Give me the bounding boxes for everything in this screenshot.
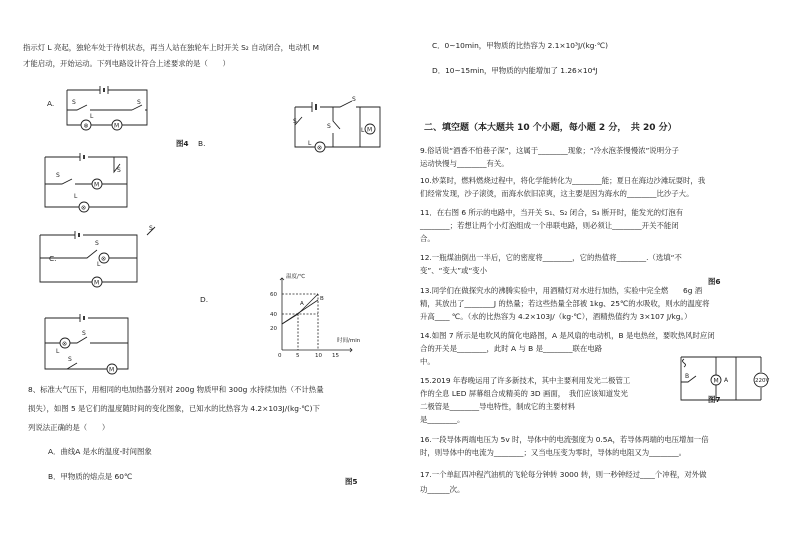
- q9-line-2: 运动快慢与________有关。: [420, 159, 509, 168]
- q13-line-3: 升高____ ℃。（水的比热容为 4.2×103J/（kg·℃），酒精热值约为 3×107 J/kg。）: [420, 312, 692, 321]
- option-a-label: A.: [47, 99, 55, 108]
- graph-tick-y20: 20: [270, 326, 277, 332]
- svg-text:L: L: [56, 348, 60, 355]
- q8-line-2: 损失），如图 5 是它们的温度随时间的变化图象，已知水的比热容为 4.2×103J/(kg·℃)下: [28, 404, 320, 413]
- svg-text:S: S: [117, 167, 121, 174]
- q8-option-b: B．甲物质的熔点是 60℃: [48, 472, 133, 481]
- fig4-label: 图4: [176, 139, 189, 148]
- q15-line-1: 15.2019 年春晚运用了许多新技术，其中主要利用发光二极管工: [420, 376, 631, 385]
- q17-line-2: 功______次。: [420, 485, 465, 494]
- graph-tick-y60: 60: [270, 292, 277, 298]
- q11-line-2: ________；若想让两个小灯泡组成一个串联电路，则必须让________开关不能闭: [420, 221, 679, 230]
- q8-line-1: 8、标准大气压下，用相同的电加热器分别对 200g 物质甲和 300g 水持续加热（不计热量: [28, 385, 324, 394]
- graph-tick-x15: 15: [332, 353, 339, 359]
- svg-text:M: M: [713, 377, 719, 385]
- svg-text:M: M: [109, 366, 115, 374]
- fig7-label: 图7: [708, 395, 721, 404]
- temperature-time-graph: [262, 270, 362, 360]
- svg-text:L: L: [90, 113, 94, 120]
- figure-7-circuit: [676, 352, 772, 407]
- q13-line-2: 精，其放出了________J 的热量；若这些热量全部被 1kg、25℃的水吸收，则水的温度将: [420, 299, 710, 308]
- q12-line-2: 变”、“变大”或“变小: [420, 266, 488, 275]
- graph-x-label: 时间/min: [337, 338, 361, 344]
- circuit-option-a: [62, 80, 157, 132]
- q10-line-2: 们经常发现，沙子滚烫，而海水依旧凉爽，这主要是因为海水的________比沙子大。: [420, 189, 694, 198]
- graph-tick-y40: 40: [270, 312, 277, 318]
- q12-line-1: 12.一瓶煤油倒出一半后，它的密度将________，它的热值将________.（选填“不: [420, 253, 682, 262]
- circuit-option-b2: [42, 152, 132, 212]
- option-b-label: B.: [198, 139, 206, 148]
- option-d-label: D.: [200, 295, 209, 304]
- q11-line-1: 11．在右图 6 所示的电路中，当开关 S₁、S₂ 闭合，S₃ 断开时，能发光的灯泡有: [420, 208, 684, 217]
- svg-text:⊗: ⊗: [83, 122, 89, 130]
- graph-y-label: 温度/℃: [286, 274, 306, 280]
- svg-text:⊗: ⊗: [62, 340, 68, 348]
- svg-text:M: M: [114, 122, 120, 130]
- q17-line-1: 17.一个单缸四冲程汽油机的飞轮每分钟转 3000 转，则一秒钟经过____个冲程，对外做: [420, 470, 707, 479]
- fig6-label: 图6: [708, 277, 721, 286]
- svg-text:S: S: [149, 225, 153, 232]
- svg-text:L: L: [74, 193, 78, 200]
- svg-text:S: S: [82, 330, 86, 337]
- q14-line-1: 14.如图 7 所示是电吹风的简化电路图，A 是风扇的电动机，B 是电热丝，要吹热风时应闭: [420, 331, 715, 340]
- intro-line-1: 指示灯 L 亮起，独轮车处于待机状态，再当人站在独轮车上时开关 S₂ 自动闭合，电动机 M: [23, 43, 319, 52]
- graph-tick-x10: 10: [315, 353, 322, 359]
- option-c-label: C.: [49, 254, 57, 263]
- graph-curve-b: B: [320, 296, 324, 302]
- q8-option-d: D．10~15min，甲物质的内能增加了 1.26×10⁴J: [432, 66, 598, 75]
- q14-line-2: 合的开关是________，此时 A 与 B 是________联在电路: [420, 344, 603, 353]
- svg-text:L: L: [308, 140, 312, 147]
- q15-line-4: 是________。: [420, 415, 465, 424]
- figure-7-voltage: 220V: [755, 378, 770, 384]
- circuit-option-c: [37, 225, 153, 292]
- q15-line-2: 作的全息 LED 屏幕组合成精美的 3D 画面， 我们应该知道发光: [420, 389, 628, 398]
- q9-line-1: 9.俗话说“酒香不怕巷子深”，这属于________现象；“冷水泡茶慢慢浓”说明分子: [420, 146, 679, 155]
- q13-line-1: 13.同学们在做探究水的沸腾实验中，用酒精灯对水进行加热，实验中完全燃 6g 酒: [420, 286, 703, 295]
- svg-text:M: M: [94, 279, 100, 287]
- graph-curve-a: A: [300, 301, 304, 307]
- svg-text:S: S: [68, 356, 72, 363]
- q16-line-2: 时，则导体中的电流为________；又当电压变为零时，导体的电阻又为________。: [420, 448, 687, 457]
- svg-text:S: S: [72, 99, 76, 106]
- q10-line-1: 10.炒菜时，燃料燃烧过程中，将化学能转化为________能；夏日在海边沙滩玩耍时，我: [420, 176, 706, 185]
- q16-line-1: 16.一段导体两端电压为 5v 时，导体中的电流强度为 0.5A，若导体两端的电压增加一倍: [420, 435, 709, 444]
- fig5-label: 图5: [345, 477, 358, 486]
- q8-line-3: 列说法正确的是（ ）: [28, 423, 110, 432]
- svg-text:S: S: [327, 123, 331, 130]
- q8-option-a: A．曲线A 是水的温度-时间图象: [48, 447, 152, 456]
- svg-text:⊗: ⊗: [81, 204, 87, 212]
- svg-text:S: S: [352, 96, 356, 103]
- svg-text:A: A: [724, 377, 729, 384]
- svg-text:S: S: [95, 240, 99, 247]
- section-2-title: 二、填空题（本大题共 10 个小题，每小题 2 分， 共 20 分）: [424, 123, 677, 133]
- intro-line-2: 才能启动，开始运动。下列电路设计符合上述要求的是（ ）: [23, 59, 230, 68]
- svg-text:S: S: [293, 118, 297, 125]
- circuit-option-d: [42, 313, 132, 373]
- svg-text:M: M: [367, 126, 373, 134]
- svg-text:S: S: [137, 99, 141, 106]
- graph-tick-x0: 0: [278, 353, 282, 359]
- q15-line-3: 二极管是________导电特性，制成它的主要材料: [420, 402, 576, 411]
- svg-text:L: L: [361, 127, 365, 134]
- svg-text:B: B: [685, 373, 690, 380]
- q14-line-3: 中。: [420, 357, 435, 366]
- graph-tick-x5: 5: [296, 353, 300, 359]
- svg-text:M: M: [94, 181, 100, 189]
- svg-text:⊗: ⊗: [317, 144, 323, 152]
- q8-option-c: C．0~10min，甲物质的比热容为 2.1×10³J/(kg·℃): [432, 41, 609, 50]
- svg-text:⊗: ⊗: [101, 255, 107, 263]
- circuit-option-b: [290, 95, 390, 155]
- svg-text:L: L: [97, 261, 101, 268]
- svg-text:S: S: [56, 172, 60, 179]
- q11-line-3: 合。: [420, 234, 435, 243]
